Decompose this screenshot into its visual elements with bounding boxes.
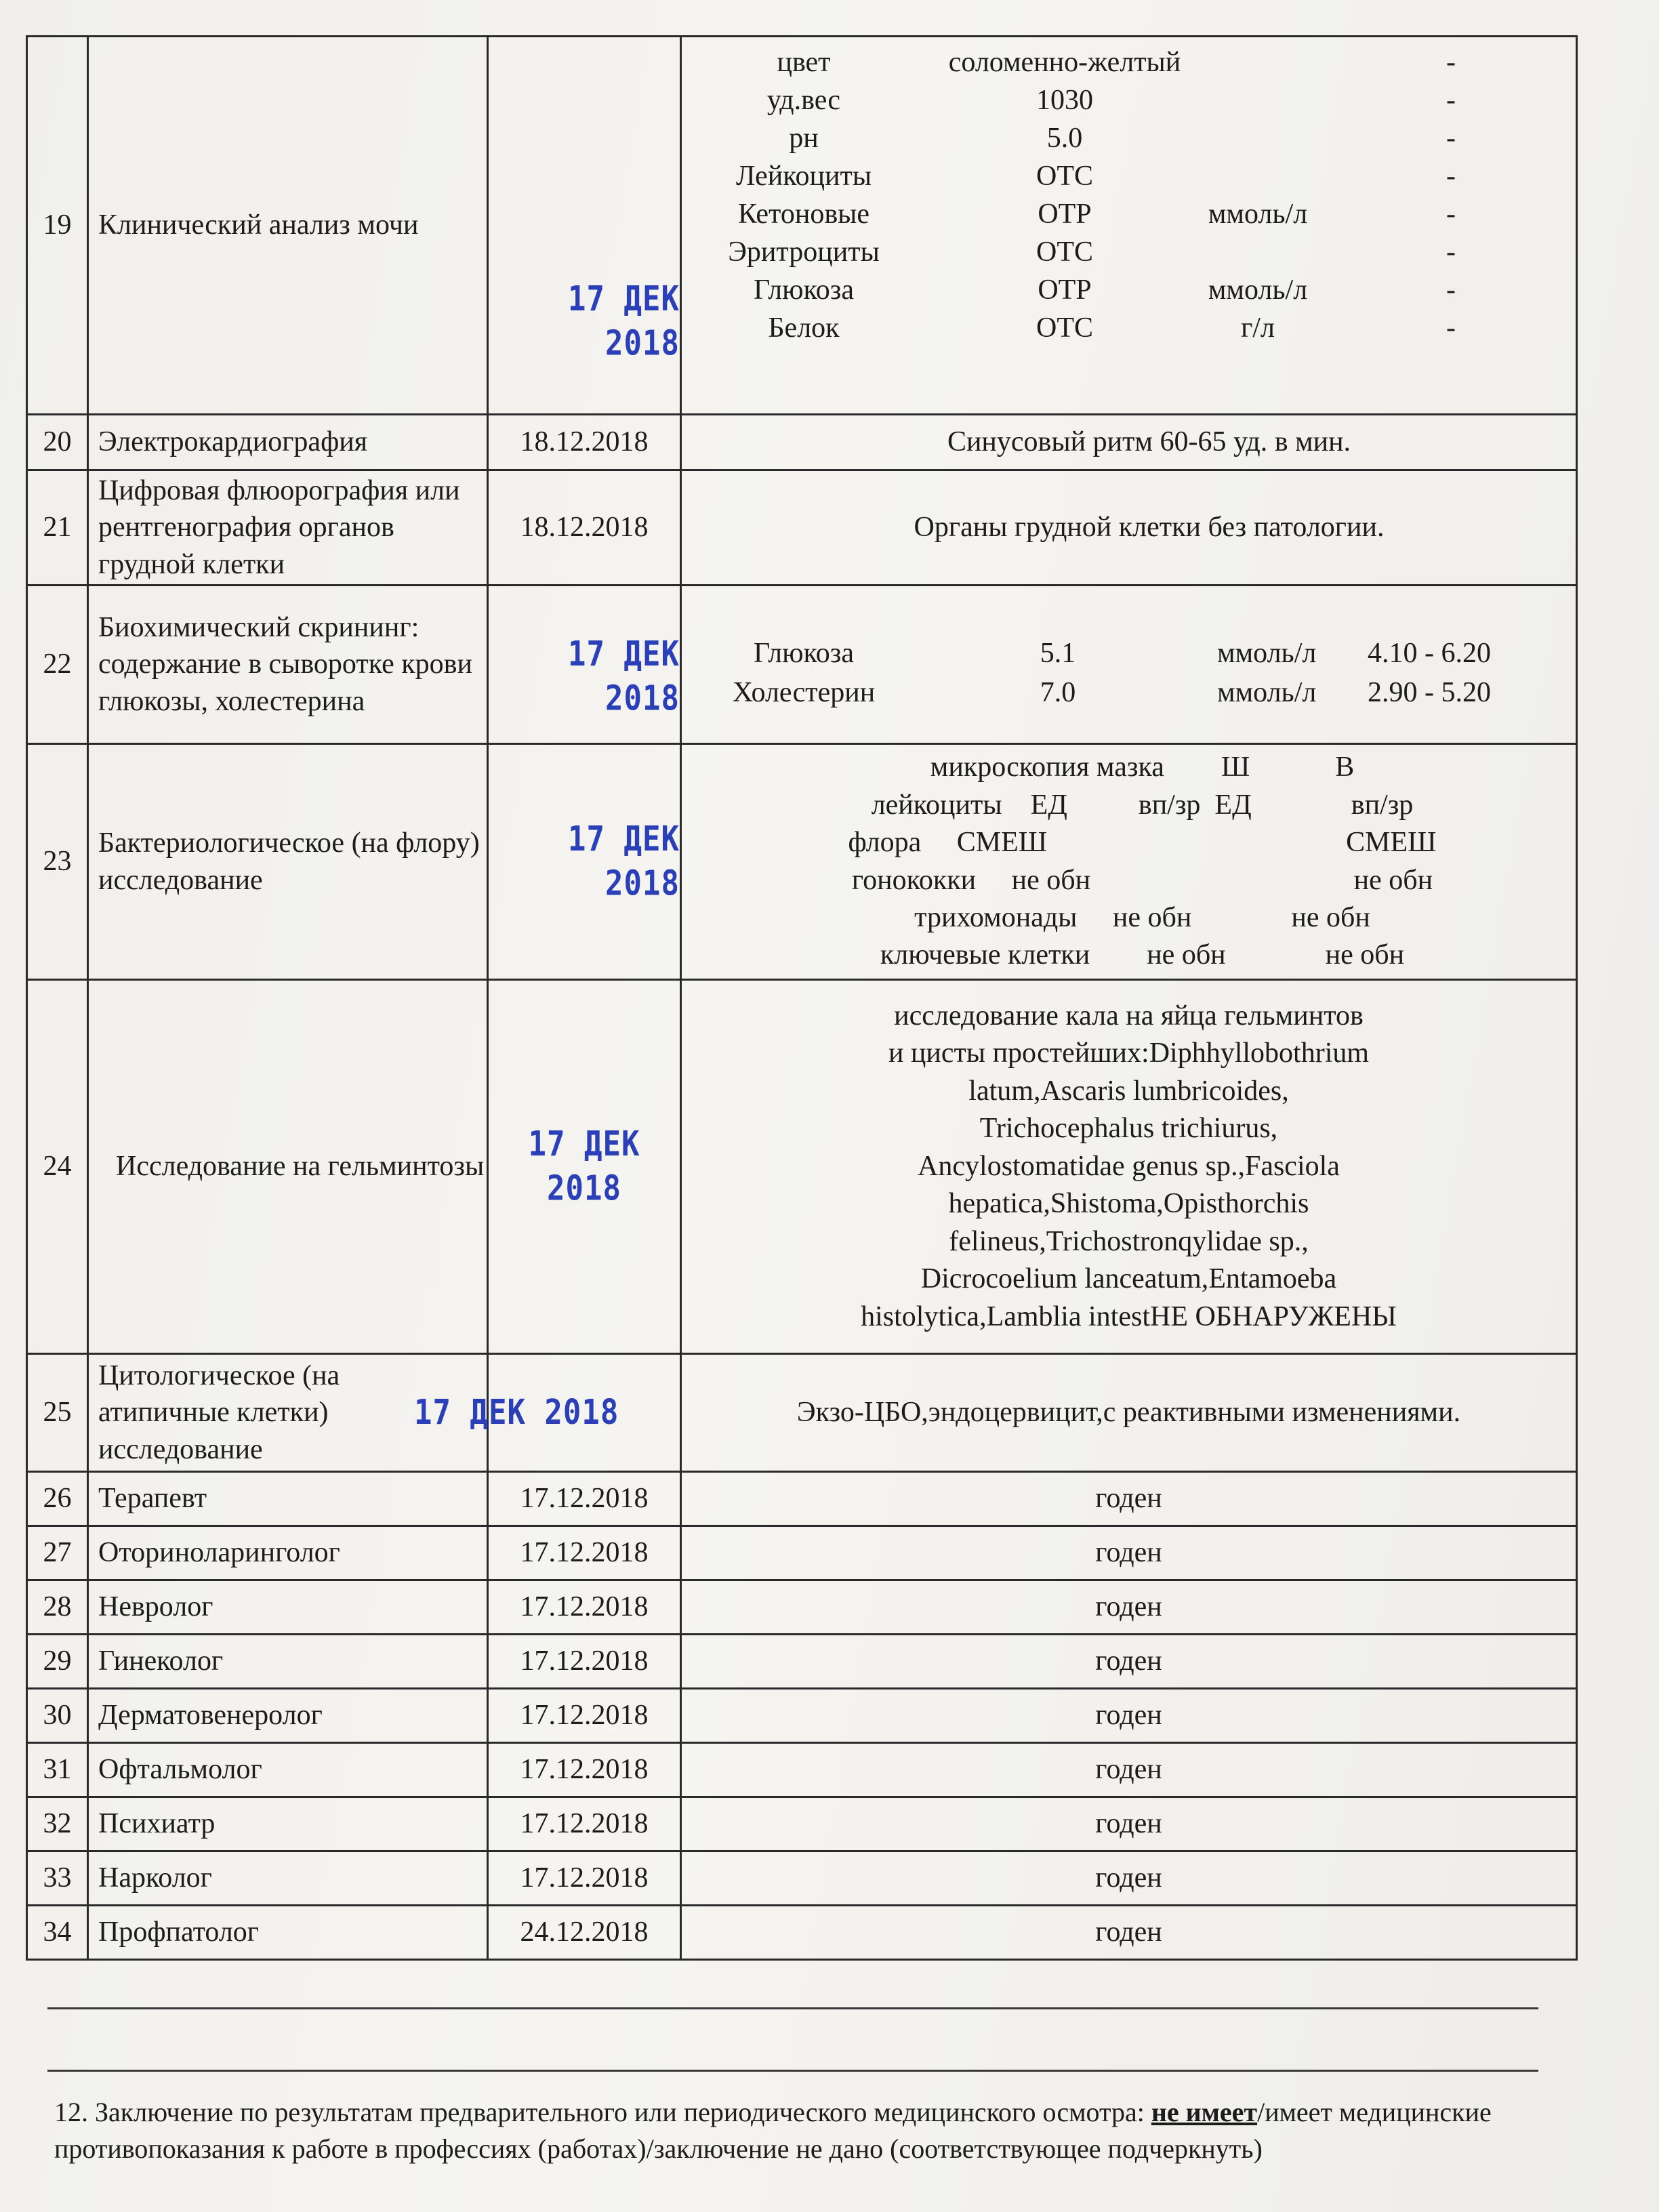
urine-param-value: соломенно-желтый bbox=[948, 46, 1181, 78]
urine-param-label: Эритроциты bbox=[728, 236, 880, 268]
row-number: 31 bbox=[27, 1743, 88, 1797]
exam-name: Цифровая флюорография или рентгенография органов грудной клетки bbox=[88, 470, 488, 586]
doctor-name: Гинеколог bbox=[88, 1635, 488, 1689]
helminth-line: hepatica,Shistoma,Opisthorchis bbox=[948, 1188, 1309, 1220]
blank-line bbox=[47, 2007, 1538, 2009]
urine-param-ref: - bbox=[1446, 312, 1456, 344]
exam-result: годен bbox=[681, 1635, 1577, 1689]
doctor-name: Профпатолог bbox=[88, 1906, 488, 1960]
urine-param-value: ОТР bbox=[1038, 274, 1092, 306]
table-row bbox=[27, 1580, 1577, 1635]
urine-param-unit: г/л bbox=[1241, 312, 1275, 344]
conclusion-prefix: 12. Заключение по результатам предварительного или периодического медицинского осмотра: bbox=[54, 2097, 1151, 2127]
doctor-name: Дерматовенеролог bbox=[88, 1689, 488, 1743]
bio-param-label: Глюкоза bbox=[754, 637, 854, 669]
exam-result: годен bbox=[681, 1689, 1577, 1743]
exam-result: Органы грудной клетки без патологии. bbox=[681, 470, 1577, 586]
exam-result: годен bbox=[681, 1797, 1577, 1851]
table-row bbox=[27, 1354, 1577, 1472]
date-stamp-cell bbox=[488, 744, 681, 980]
exam-result: годен bbox=[681, 1580, 1577, 1635]
date-stamp-cell bbox=[488, 980, 681, 1354]
exam-result: Экзо-ЦБО,эндоцервицит,с реактивными изменениями. bbox=[681, 1354, 1577, 1472]
exam-result: годен bbox=[681, 1906, 1577, 1960]
row-number: 24 bbox=[27, 980, 88, 1354]
exam-date: 18.12.2018 bbox=[488, 470, 681, 586]
urine-param-label: рн bbox=[789, 122, 819, 154]
row-number: 26 bbox=[27, 1472, 88, 1526]
bacterio-line: трихомонады не обн не обн bbox=[914, 901, 1370, 933]
exam-name: Исследование на гельминтозы bbox=[88, 980, 488, 1354]
urine-param-value: ОТС bbox=[1036, 312, 1093, 344]
urine-results bbox=[681, 37, 1577, 415]
exam-date: 17.12.2018 bbox=[488, 1851, 681, 1906]
table-row bbox=[27, 1689, 1577, 1743]
bio-param-unit: ммоль/л bbox=[1217, 637, 1317, 669]
table-row bbox=[27, 1851, 1577, 1906]
helminth-line: Ancylostomatidae genus sp.,Fasciola bbox=[918, 1150, 1340, 1182]
table-row bbox=[27, 1635, 1577, 1689]
exam-date: 18.12.2018 bbox=[488, 415, 681, 470]
date-stamp-cell bbox=[488, 586, 681, 744]
date-stamp: 17 ДЕК 2018 bbox=[568, 819, 680, 904]
bio-param-ref: 2.90 - 5.20 bbox=[1368, 676, 1491, 708]
bacterio-line: микроскопия мазка Ш В bbox=[930, 752, 1355, 783]
bacterio-line: ключевые клетки не обн не обн bbox=[880, 939, 1405, 971]
row-number: 32 bbox=[27, 1797, 88, 1851]
exam-date: 17.12.2018 bbox=[488, 1689, 681, 1743]
urine-param-value: ОТР bbox=[1038, 198, 1092, 230]
doctor-name: Нарколог bbox=[88, 1851, 488, 1906]
urine-param-unit: ммоль/л bbox=[1208, 274, 1308, 306]
table-row bbox=[27, 37, 1577, 415]
exam-date: 17.12.2018 bbox=[488, 1472, 681, 1526]
urine-param-label: Белок bbox=[768, 312, 840, 344]
date-stamp: 17 ДЕК 2018 bbox=[568, 279, 680, 364]
urine-param-ref: - bbox=[1446, 236, 1456, 268]
bio-param-value: 5.1 bbox=[1040, 637, 1076, 669]
bacterio-line: гонококки не обн не обн bbox=[851, 864, 1433, 896]
doctor-name: Офтальмолог bbox=[88, 1743, 488, 1797]
date-stamp-cell bbox=[414, 1354, 681, 1472]
urine-param-label: Глюкоза bbox=[754, 274, 854, 306]
exam-name: Клинический анализ мочи bbox=[88, 37, 488, 415]
urine-param-ref: - bbox=[1446, 84, 1456, 116]
urine-param-ref: - bbox=[1446, 198, 1456, 230]
date-stamp: 17 ДЕК 2018 bbox=[414, 1392, 619, 1433]
bacterio-line: лейкоциты ЕД вп/зр ЕД вп/зр bbox=[871, 789, 1414, 821]
exam-name: Бактериологическое (на флору) исследование bbox=[88, 744, 488, 980]
bio-param-value: 7.0 bbox=[1040, 676, 1076, 708]
urine-param-value: 5.0 bbox=[1046, 122, 1083, 154]
table-row bbox=[27, 1797, 1577, 1851]
exam-date: 17.12.2018 bbox=[488, 1526, 681, 1580]
table-row bbox=[27, 1526, 1577, 1580]
helminth-line: и цисты простейших:Diphhyllobothrium bbox=[888, 1038, 1370, 1069]
row-number: 20 bbox=[27, 415, 88, 470]
bio-param-unit: ммоль/л bbox=[1217, 676, 1317, 708]
conclusion-suffix: /имеет медицинские противопоказания к работе в профессиях (работах)/заключение не дано (соответствующее подчеркнуть) bbox=[54, 2097, 1492, 2164]
urine-param-value: ОТС bbox=[1036, 236, 1093, 268]
exam-name: Биохимический скрининг: содержание в сыворотке крови глюкозы, холестерина bbox=[88, 586, 488, 744]
urine-param-ref: - bbox=[1446, 122, 1456, 154]
doctor-name: Оториноларинголог bbox=[88, 1526, 488, 1580]
exam-date: 17.12.2018 bbox=[488, 1635, 681, 1689]
table-row bbox=[27, 1472, 1577, 1526]
helminth-line: исследование кала на яйца гельминтов bbox=[894, 1000, 1364, 1032]
table-row bbox=[27, 1743, 1577, 1797]
bacterio-line: флора СМЕШ СМЕШ bbox=[848, 827, 1437, 859]
exam-result: годен bbox=[681, 1743, 1577, 1797]
urine-param-value: 1030 bbox=[1036, 84, 1093, 116]
row-number: 30 bbox=[27, 1689, 88, 1743]
conclusion-text bbox=[54, 2094, 1545, 2167]
exam-date: 17.12.2018 bbox=[488, 1743, 681, 1797]
table-row bbox=[27, 744, 1577, 980]
row-number: 22 bbox=[27, 586, 88, 744]
helminth-line: latum,Ascaris lumbricoides, bbox=[968, 1075, 1289, 1107]
urine-param-ref: - bbox=[1446, 160, 1456, 192]
urine-param-ref: - bbox=[1446, 274, 1456, 306]
exam-results-table bbox=[26, 35, 1578, 1961]
bio-param-label: Холестерин bbox=[732, 676, 876, 708]
urine-param-label: уд.вес bbox=[766, 84, 841, 116]
exam-result: годен bbox=[681, 1526, 1577, 1580]
doctor-name: Невролог bbox=[88, 1580, 488, 1635]
date-stamp: 17 ДЕК 2018 bbox=[568, 634, 680, 719]
bacterio-results bbox=[681, 744, 1577, 980]
row-number: 25 bbox=[27, 1354, 88, 1472]
doctor-name: Терапевт bbox=[88, 1472, 488, 1526]
row-number: 23 bbox=[27, 744, 88, 980]
row-number: 21 bbox=[27, 470, 88, 586]
row-number: 29 bbox=[27, 1635, 88, 1689]
table-row bbox=[27, 415, 1577, 470]
exam-name: Цитологическое (на атипичные клетки) исследование bbox=[98, 1359, 340, 1465]
urine-param-label: цвет bbox=[777, 46, 831, 78]
table-row bbox=[27, 586, 1577, 744]
conclusion-underlined: не имеет bbox=[1151, 2097, 1258, 2127]
exam-result: годен bbox=[681, 1851, 1577, 1906]
row-number: 27 bbox=[27, 1526, 88, 1580]
urine-param-unit: ммоль/л bbox=[1208, 198, 1308, 230]
table-row bbox=[27, 980, 1577, 1354]
row-number: 28 bbox=[27, 1580, 88, 1635]
exam-result: годен bbox=[681, 1472, 1577, 1526]
bio-param-ref: 4.10 - 6.20 bbox=[1368, 637, 1491, 669]
biochem-results bbox=[681, 586, 1577, 744]
table-row bbox=[27, 470, 1577, 586]
exam-date: 24.12.2018 bbox=[488, 1906, 681, 1960]
date-stamp-cell bbox=[488, 37, 681, 415]
urine-param-ref: - bbox=[1446, 46, 1456, 78]
helminth-results bbox=[681, 980, 1577, 1354]
helminth-line: Dicrocoelium lanceatum,Entamoeba bbox=[920, 1263, 1337, 1295]
table-row bbox=[27, 1906, 1577, 1960]
helminth-line: histolytica,Lamblia intestНЕ ОБНАРУЖЕНЫ bbox=[861, 1300, 1397, 1332]
exam-result: Синусовый ритм 60-65 уд. в мин. bbox=[681, 415, 1577, 470]
exam-date: 17.12.2018 bbox=[488, 1797, 681, 1851]
urine-param-value: ОТС bbox=[1036, 160, 1093, 192]
row-number: 33 bbox=[27, 1851, 88, 1906]
doctor-name: Психиатр bbox=[88, 1797, 488, 1851]
urine-param-label: Лейкоциты bbox=[735, 160, 872, 192]
helminth-line: Trichocephalus trichiurus, bbox=[979, 1113, 1278, 1145]
exam-name: Электрокардиография bbox=[88, 415, 488, 470]
exam-date: 17.12.2018 bbox=[488, 1580, 681, 1635]
blank-line bbox=[47, 2070, 1538, 2072]
row-number: 19 bbox=[27, 37, 88, 415]
row-number: 34 bbox=[27, 1906, 88, 1960]
urine-param-label: Кетоновые bbox=[737, 198, 870, 230]
date-stamp: 17 ДЕК 2018 bbox=[528, 1124, 640, 1209]
helminth-line: felineus,Trichostronqylidae sp., bbox=[949, 1225, 1309, 1257]
